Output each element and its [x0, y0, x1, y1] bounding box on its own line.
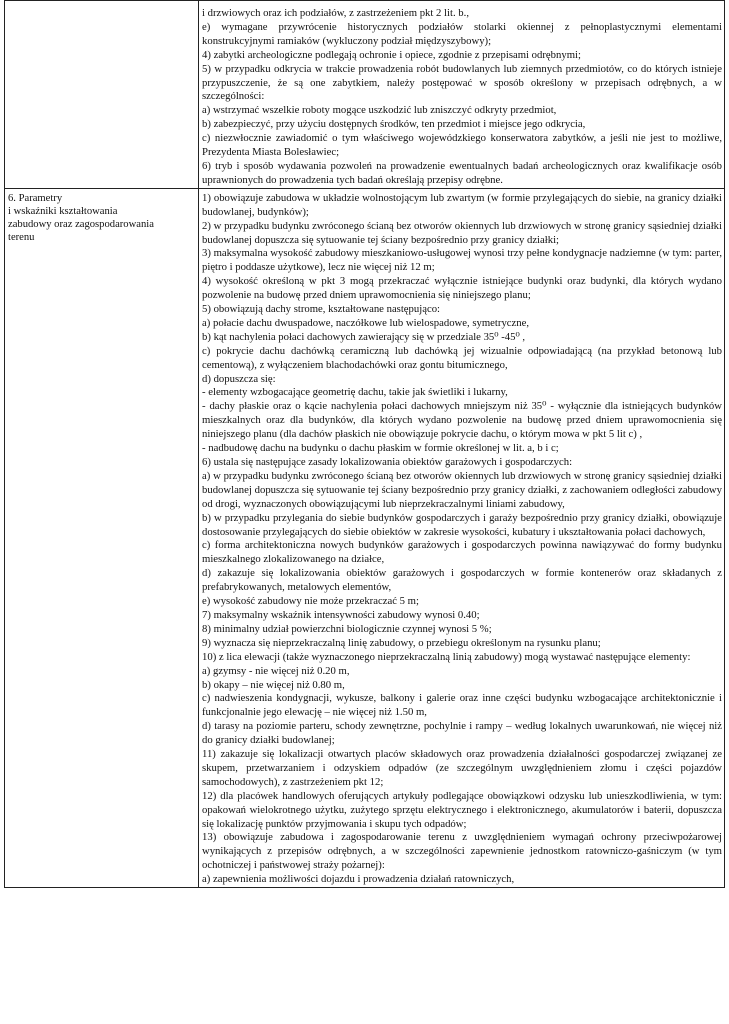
row-label-line: terenu: [8, 231, 35, 243]
text-line: - elementy wzbogacające geometrię dachu, takie jak świetliki i lukarny,: [202, 386, 508, 399]
table-row: [5, 188, 725, 887]
row-label-cell: [5, 188, 199, 887]
text-line: a) wstrzymać wszelkie roboty mogące uszkodzić lub zniszczyć odkryty przedmiot,: [202, 104, 557, 117]
text-line: a) gzymsy - nie więcej niż 0.20 m,: [202, 664, 350, 677]
text-line: c) pokrycie dachu dachówką ceramiczną lub dachówką jej wizualnie odpowiadającą (na przykład betonową lub cementową), z wyłączeniem blachodachówki oraz gontu bitumicznego,: [202, 344, 722, 371]
text-line: 5) w przypadku odkrycia w trakcie prowadzenia robót budowlanych lub ziemnych przedmiotów, co do których istnieje przypuszczenie, że są one zabytkiem, należy postępować w sposób określony w przepisach odrębnych, a w szczególności:: [202, 62, 722, 103]
text-line: b) w przypadku przylegania do siebie budynków gospodarczych i garaży bezpośrednio przy granicy działki, obowiązuje dostosowanie przylegających do siebie obiektów w zakresie wysokości, kubatury i ukształtowania połaci dachowych,: [202, 511, 722, 538]
text-line: d) dopuszcza się:: [202, 372, 276, 385]
text-line: i drzwiowych oraz ich podziałów, z zastrzeżeniem pkt 2 lit. b.,: [202, 7, 469, 19]
text-line: e) wymagane przywrócenie historycznych podziałów stolarki okiennej z pełnoplastycznymi elementami konstrukcyjnymi ramiaków (wykluczony podział międzyszybowy);: [202, 20, 722, 47]
plan-text-table: [4, 0, 725, 888]
text-line: 3) maksymalna wysokość zabudowy mieszkaniowo-usługowej wynosi trzy pełne kondygnacje nadziemne (w tym: parter, piętro i poddasze użytkowe), lecz nie więcej niż 12 m;: [202, 247, 722, 274]
row-label-cell: [5, 1, 199, 189]
row-content-cell: [199, 188, 725, 887]
row-label-line: i wskaźniki kształtowania: [8, 205, 118, 217]
text-line: d) zakazuje się lokalizowania obiektów garażowych i gospodarczych w formie kontenerów oraz składanych z prefabrykowanych, metalowych elementów,: [202, 567, 722, 594]
text-line: 6) tryb i sposób wydawania pozwoleń na prowadzenie ewentualnych badań archeologicznych oraz kwalifikacje osób uprawnionych do prowadzenia tych badań określają przepisy odrębne.: [202, 159, 722, 186]
text-line: b) kąt nachylenia połaci dachowych zawierający się w przedziale 35⁰ -45⁰ ,: [202, 330, 526, 343]
text-line: c) nadwieszenia kondygnacji, wykusze, balkony i galerie oraz inne części budynku wzbogacające architektonicznie i funkcjonalnie jego elewację – nie więcej niż 1.50 m,: [202, 692, 722, 719]
text-line: b) zabezpieczyć, przy użyciu dostępnych środków, ten przedmiot i miejsce jego odkrycia,: [202, 118, 586, 131]
row-content-cell: [199, 1, 725, 189]
text-line: 4) zabytki archeologiczne podlegają ochronie i opiece, zgodnie z przepisami odrębnymi;: [202, 48, 581, 61]
text-line: b) okapy – nie więcej niż 0.80 m,: [202, 678, 345, 691]
row-label-line: 6. Parametry: [8, 192, 63, 204]
text-line: 8) minimalny udział powierzchni biologicznie czynnej wynosi 5 %;: [202, 622, 492, 635]
text-line: - dachy płaskie oraz o kącie nachylenia połaci dachowych mniejszym niż 35⁰ - wyłącznie dla istniejących budynków mieszkalnych oraz dla budynków, dla których wydano pozwolenie na budowę przed dniem uprawomocnienia się niniejszego planu (dla dachów płaskich nie obowiązuje pokrycie dachu, o którym mowa w pkt 5 lit c) ,: [202, 400, 722, 441]
text-line: c) niezwłocznie zawiadomić o tym właściwego wojewódzkiego konserwatora zabytków, a jeśli nie jest to możliwe, Prezydenta Miasta Bolesławiec;: [202, 132, 722, 159]
text-line: 7) maksymalny wskaźnik intensywności zabudowy wynosi 0.40;: [202, 608, 480, 621]
text-line: d) tarasy na poziomie parteru, schody zewnętrzne, pochylnie i rampy – według lokalnych uwarunkowań, nie więcej niż do granicy działki budowlanej;: [202, 720, 722, 747]
row-label-line: zabudowy oraz zagospodarowania: [8, 218, 154, 230]
text-line: 4) wysokość określoną w pkt 3 mogą przekraczać wyłącznie istniejące budynki oraz budynki, dla których wydano pozwolenie na budowę przed dniem uprawomocnienia się niniejszego planu;: [202, 275, 722, 302]
table-row: [5, 1, 725, 189]
text-line: 5) obowiązują dachy strome, kształtowane następująco:: [202, 303, 441, 316]
text-line: c) forma architektoniczna nowych budynków garażowych i gospodarczych powinna nawiązywać do formy budynku mieszkalnego zlokalizowanego na działce,: [202, 539, 722, 566]
text-line: - nadbudowę dachu na budynku o dachu płaskim w formie określonej w lit. a, b i c;: [202, 442, 559, 455]
text-line: 1) obowiązuje zabudowa w układzie wolnostojącym lub zwartym (w formie przylegających do siebie, na granicy działki budowlanej, budynków);: [202, 191, 722, 218]
text-line: 6) ustala się następujące zasady lokalizowania obiektów garażowych i gospodarczych:: [202, 456, 573, 468]
text-line: 11) zakazuje się lokalizacji otwartych placów składowych oraz prowadzenia działalności gospodarczej związanej ze skupem, przetwarzaniem i odzyskiem odpadów (ze szczególnym uwzględnieniem złomu i części pojazdów samochodowych), z zastrzeżeniem pkt 12;: [202, 748, 722, 788]
text-line: 9) wyznacza się nieprzekraczalną linię zabudowy, o przebiegu określonym na rysunku planu;: [202, 636, 601, 649]
text-line: a) połacie dachu dwuspadowe, naczółkowe lub wielospadowe, symetryczne,: [202, 316, 530, 329]
text-line: 2) w przypadku budynku zwróconego ścianą bez otworów okiennych lub drzwiowych w stronę granicy sąsiedniej działki budowlanej dopuszcza się sytuowanie tej ściany bezpośrednio przy granicy działki;: [202, 219, 722, 246]
text-line: 12) dla placówek handlowych oferujących artykuły podlegające obowiązkowi odzysku lub unieszkodliwienia, w tym: opakowań wielokrotnego użytku, zużytego sprzętu elektrycznego i elektronicznego, akumulatorów i baterii, dopuszcza się lokalizację punktów przyjmowania i skupu tych odpadów;: [202, 789, 722, 830]
text-line: a) w przypadku budynku zwróconego ścianą bez otworów okiennych lub drzwiowych w stronę granicy sąsiedniej działki budowlanej dopuszcza się sytuowanie tej ściany bezpośrednio przy granicy działki, z zachowaniem odległości zabudowy od drogi, wyznaczonych obowiązującymi lub nieprzekraczalnymi liniami zabudowy,: [202, 469, 722, 510]
text-line: e) wysokość zabudowy nie może przekraczać 5 m;: [202, 595, 419, 608]
text-line: 10) z lica elewacji (także wyznaczonego nieprzekraczalną linią zabudowy) mogą wystawać następujące elementy:: [202, 650, 691, 663]
text-line: 13) obowiązuje zabudowa i zagospodarowanie terenu z uwzględnieniem wymagań ochrony przeciwpożarowej wynikających z przepisów odrębnych, a w szczególności zapewnienie jednostkom ratowniczo-gaśniczym (w tym ochotniczej i państwowej straży pożarnej):: [202, 831, 722, 872]
text-line: a) zapewnienia możliwości dojazdu i prowadzenia działań ratowniczych,: [202, 873, 515, 886]
